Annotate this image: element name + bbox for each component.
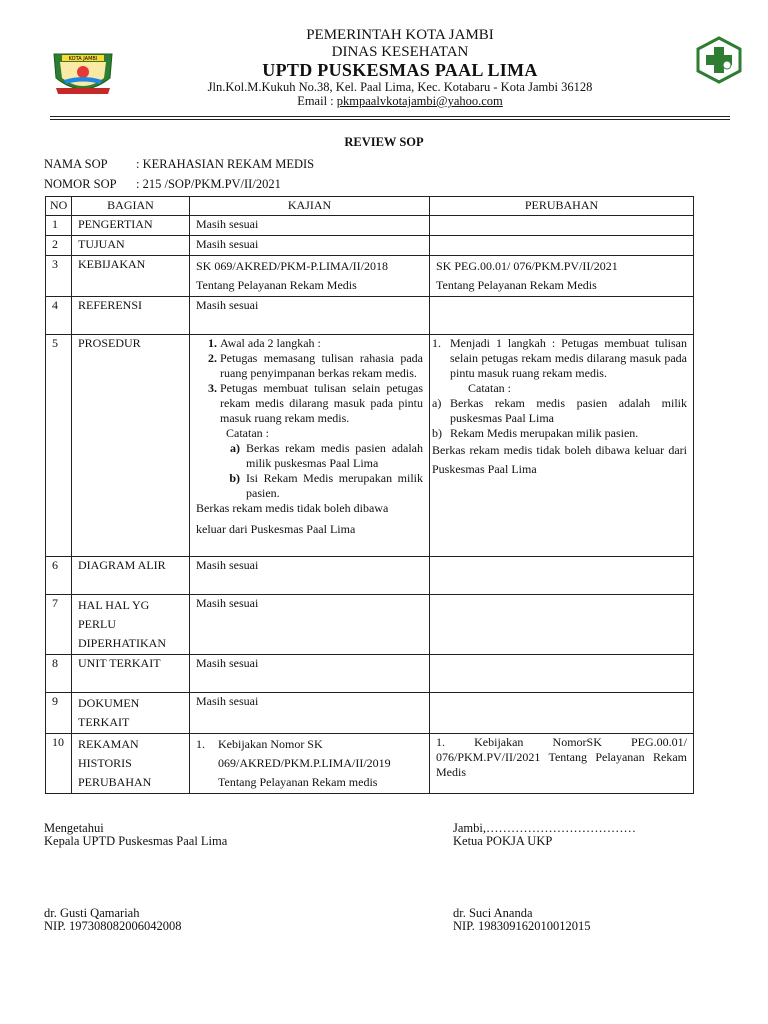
kota-jambi-logo xyxy=(50,48,116,100)
row-perubahan xyxy=(430,693,694,734)
table-row xyxy=(46,297,694,335)
sig-left-line1: Mengetahui xyxy=(44,821,104,835)
header-divider xyxy=(50,116,730,117)
review-table xyxy=(45,196,694,794)
bagian-line: HAL HAL YG xyxy=(78,598,150,612)
list-item-text: Berkas rekam medis pasien adalah milik puskesmas Paal Lima xyxy=(246,441,423,470)
sig-right-name: dr. Suci Ananda xyxy=(453,906,533,920)
row-perubahan: 1. Kebijakan NomorSK PEG.00.01/ 076/PKM.PV/II/2021 Tentang Pelayanan Rekam Medis xyxy=(430,734,694,794)
kajian-line: 069/AKRED/PKM.P.LIMA/II/2019 xyxy=(218,756,391,770)
header-institution: UPTD PUSKESMAS PAAL LIMA xyxy=(262,60,538,80)
list-item xyxy=(432,396,687,426)
kajian-note-line: Berkas rekam medis tidak boleh dibawa xyxy=(196,501,389,515)
catatan-label: Catatan : xyxy=(468,381,511,395)
list-item xyxy=(432,426,687,441)
email-label: Email : xyxy=(297,94,337,108)
list-marker: b) xyxy=(229,471,240,485)
sop-number-value: : 215 /SOP/PKM.PV/II/2021 xyxy=(136,177,281,191)
row-kajian: Masih sesuai xyxy=(190,557,430,595)
list-marker: b) xyxy=(432,426,442,440)
table-row xyxy=(46,236,694,256)
kajian-line: Tentang Pelayanan Rekam medis xyxy=(218,775,378,789)
table-row xyxy=(46,693,694,734)
row-bagian xyxy=(72,693,190,734)
sig-right-line1: Jambi,……………………………… xyxy=(453,821,636,835)
list-item: 2. Petugas memasang tulisan rahasia pada ruang penyimpanan berkas rekam medis. xyxy=(220,351,423,381)
sig-left-nip: NIP. 197308082006042008 xyxy=(44,919,182,933)
table-row xyxy=(46,557,694,595)
header-government: PEMERINTAH KOTA JAMBI xyxy=(306,27,494,43)
row-bagian: KEBIJAKAN xyxy=(72,256,190,297)
row-kajian: Masih sesuai xyxy=(190,236,430,256)
row-bagian xyxy=(72,595,190,655)
table-row xyxy=(46,595,694,655)
row-no: 1 xyxy=(46,216,72,236)
row-perubahan xyxy=(430,335,694,557)
list-marker: 1. xyxy=(196,737,205,751)
bagian-line: PERLU xyxy=(78,617,117,631)
row-perubahan xyxy=(430,256,694,297)
list-marker: 1. xyxy=(432,336,441,350)
table-header-row xyxy=(46,197,694,216)
row-perubahan xyxy=(430,297,694,335)
row-kajian: Masih sesuai xyxy=(190,655,430,693)
sop-number-line xyxy=(44,177,281,192)
row-kajian: Masih sesuai xyxy=(190,595,430,655)
header-address: Jln.Kol.M.Kukuh No.38, Kel. Paal Lima, Kec. Kotabaru - Kota Jambi 36128 xyxy=(207,80,593,94)
row-no: 5 xyxy=(46,335,72,557)
kajian-line: Tentang Pelayanan Rekam Medis xyxy=(196,278,357,292)
sop-name-value: : KERAHASIAN REKAM MEDIS xyxy=(136,157,315,171)
sig-right-line2: Ketua POKJA UKP xyxy=(453,834,553,848)
kajian-steps xyxy=(196,336,423,501)
row-bagian: UNIT TERKAIT xyxy=(72,655,190,693)
row-perubahan xyxy=(430,216,694,236)
table-row xyxy=(46,216,694,236)
table-row xyxy=(46,734,694,794)
row-bagian xyxy=(72,734,190,794)
row-kajian xyxy=(190,335,430,557)
row-perubahan xyxy=(430,655,694,693)
sop-name-line xyxy=(44,157,314,172)
list-item xyxy=(220,441,423,471)
email-link[interactable]: pkmpaalvkotajambi@yahoo.com xyxy=(336,94,503,108)
row-perubahan xyxy=(430,595,694,655)
row-no: 9 xyxy=(46,693,72,734)
row-no: 7 xyxy=(46,595,72,655)
perubahan-line: Tentang Pelayanan Rekam Medis xyxy=(436,278,597,292)
row-bagian: PROSEDUR xyxy=(72,335,190,557)
row-no: 3 xyxy=(46,256,72,297)
bagian-line: REKAMAN xyxy=(78,737,139,751)
catatan-list xyxy=(220,441,423,501)
row-kajian xyxy=(190,734,430,794)
logo-text: KOTA JAMBI xyxy=(68,56,98,62)
perubahan-note: Berkas rekam medis tidak boleh dibawa keluar dari Puskesmas Paal Lima xyxy=(432,443,687,476)
header-divider-2 xyxy=(50,119,730,120)
row-perubahan xyxy=(430,557,694,595)
list-item xyxy=(220,471,423,501)
header-department: DINAS KESEHATAN xyxy=(331,44,469,60)
row-no: 6 xyxy=(46,557,72,595)
bagian-line: TERKAIT xyxy=(78,715,130,729)
kajian-line: SK 069/AKRED/PKM-P.LIMA/II/2018 xyxy=(196,259,389,273)
header-kajian: KAJIAN xyxy=(190,197,430,216)
list-item-text: Petugas membuat tulisan selain petugas rekam medis dilarang masuk pada pintu masuk ruang rekam medis. xyxy=(220,381,423,425)
header-email-line xyxy=(150,94,650,109)
sig-left-line2: Kepala UPTD Puskesmas Paal Lima xyxy=(44,834,228,848)
row-kajian: Masih sesuai xyxy=(190,693,430,734)
document-title: REVIEW SOP xyxy=(344,135,424,149)
bagian-line: DIPERHATIKAN xyxy=(78,636,166,650)
row-no: 10 xyxy=(46,734,72,794)
bagian-line: PERUBAHAN xyxy=(78,775,152,789)
list-item: 1. Awal ada 2 langkah : xyxy=(220,336,423,351)
perubahan-line: SK PEG.00.01/ 076/PKM.PV/II/2021 xyxy=(436,259,618,273)
row-bagian: REFERENSI xyxy=(72,297,190,335)
row-kajian xyxy=(190,256,430,297)
row-bagian: DIAGRAM ALIR xyxy=(72,557,190,595)
bagian-line: DOKUMEN xyxy=(78,696,140,710)
list-item xyxy=(196,735,423,754)
row-kajian: Masih sesuai xyxy=(190,297,430,335)
header-bagian: BAGIAN xyxy=(72,197,190,216)
row-no: 2 xyxy=(46,236,72,256)
bagian-line: HISTORIS xyxy=(78,756,132,770)
list-item xyxy=(220,381,423,501)
list-item-text: Isi Rekam Medis merupakan milik pasien. xyxy=(246,471,423,500)
list-item-text: Berkas rekam medis pasien adalah milik puskesmas Paal Lima xyxy=(450,396,687,425)
table-row xyxy=(46,256,694,297)
header-no: NO xyxy=(46,197,72,216)
list-item-text: Rekam Medis merupakan milik pasien. xyxy=(450,426,639,440)
catatan-label: Catatan : xyxy=(226,426,269,440)
kajian-note-line: keluar dari Puskesmas Paal Lima xyxy=(196,522,356,536)
table-row xyxy=(46,655,694,693)
row-bagian: PENGERTIAN xyxy=(72,216,190,236)
header-perubahan: PERUBAHAN xyxy=(430,197,694,216)
row-no: 4 xyxy=(46,297,72,335)
list-item xyxy=(432,336,687,381)
sop-number-label: NOMOR SOP xyxy=(44,177,117,191)
row-kajian: Masih sesuai xyxy=(190,216,430,236)
sig-right-nip: NIP. 198309162010012015 xyxy=(453,919,591,933)
sig-left-name: dr. Gusti Qamariah xyxy=(44,906,140,920)
sop-name-label: NAMA SOP xyxy=(44,157,108,171)
list-item-text: Menjadi 1 langkah : Petugas membuat tulisan selain petugas rekam medis dilarang masuk pada pintu masuk ruang rekam medis. xyxy=(450,336,687,380)
table-row xyxy=(46,335,694,557)
list-marker: a) xyxy=(230,441,240,455)
row-no: 8 xyxy=(46,655,72,693)
list-marker: a) xyxy=(432,396,442,410)
puskesmas-logo xyxy=(692,36,746,84)
row-perubahan xyxy=(430,236,694,256)
list-item-text: Kebijakan Nomor SK xyxy=(218,737,323,751)
row-bagian: TUJUAN xyxy=(72,236,190,256)
